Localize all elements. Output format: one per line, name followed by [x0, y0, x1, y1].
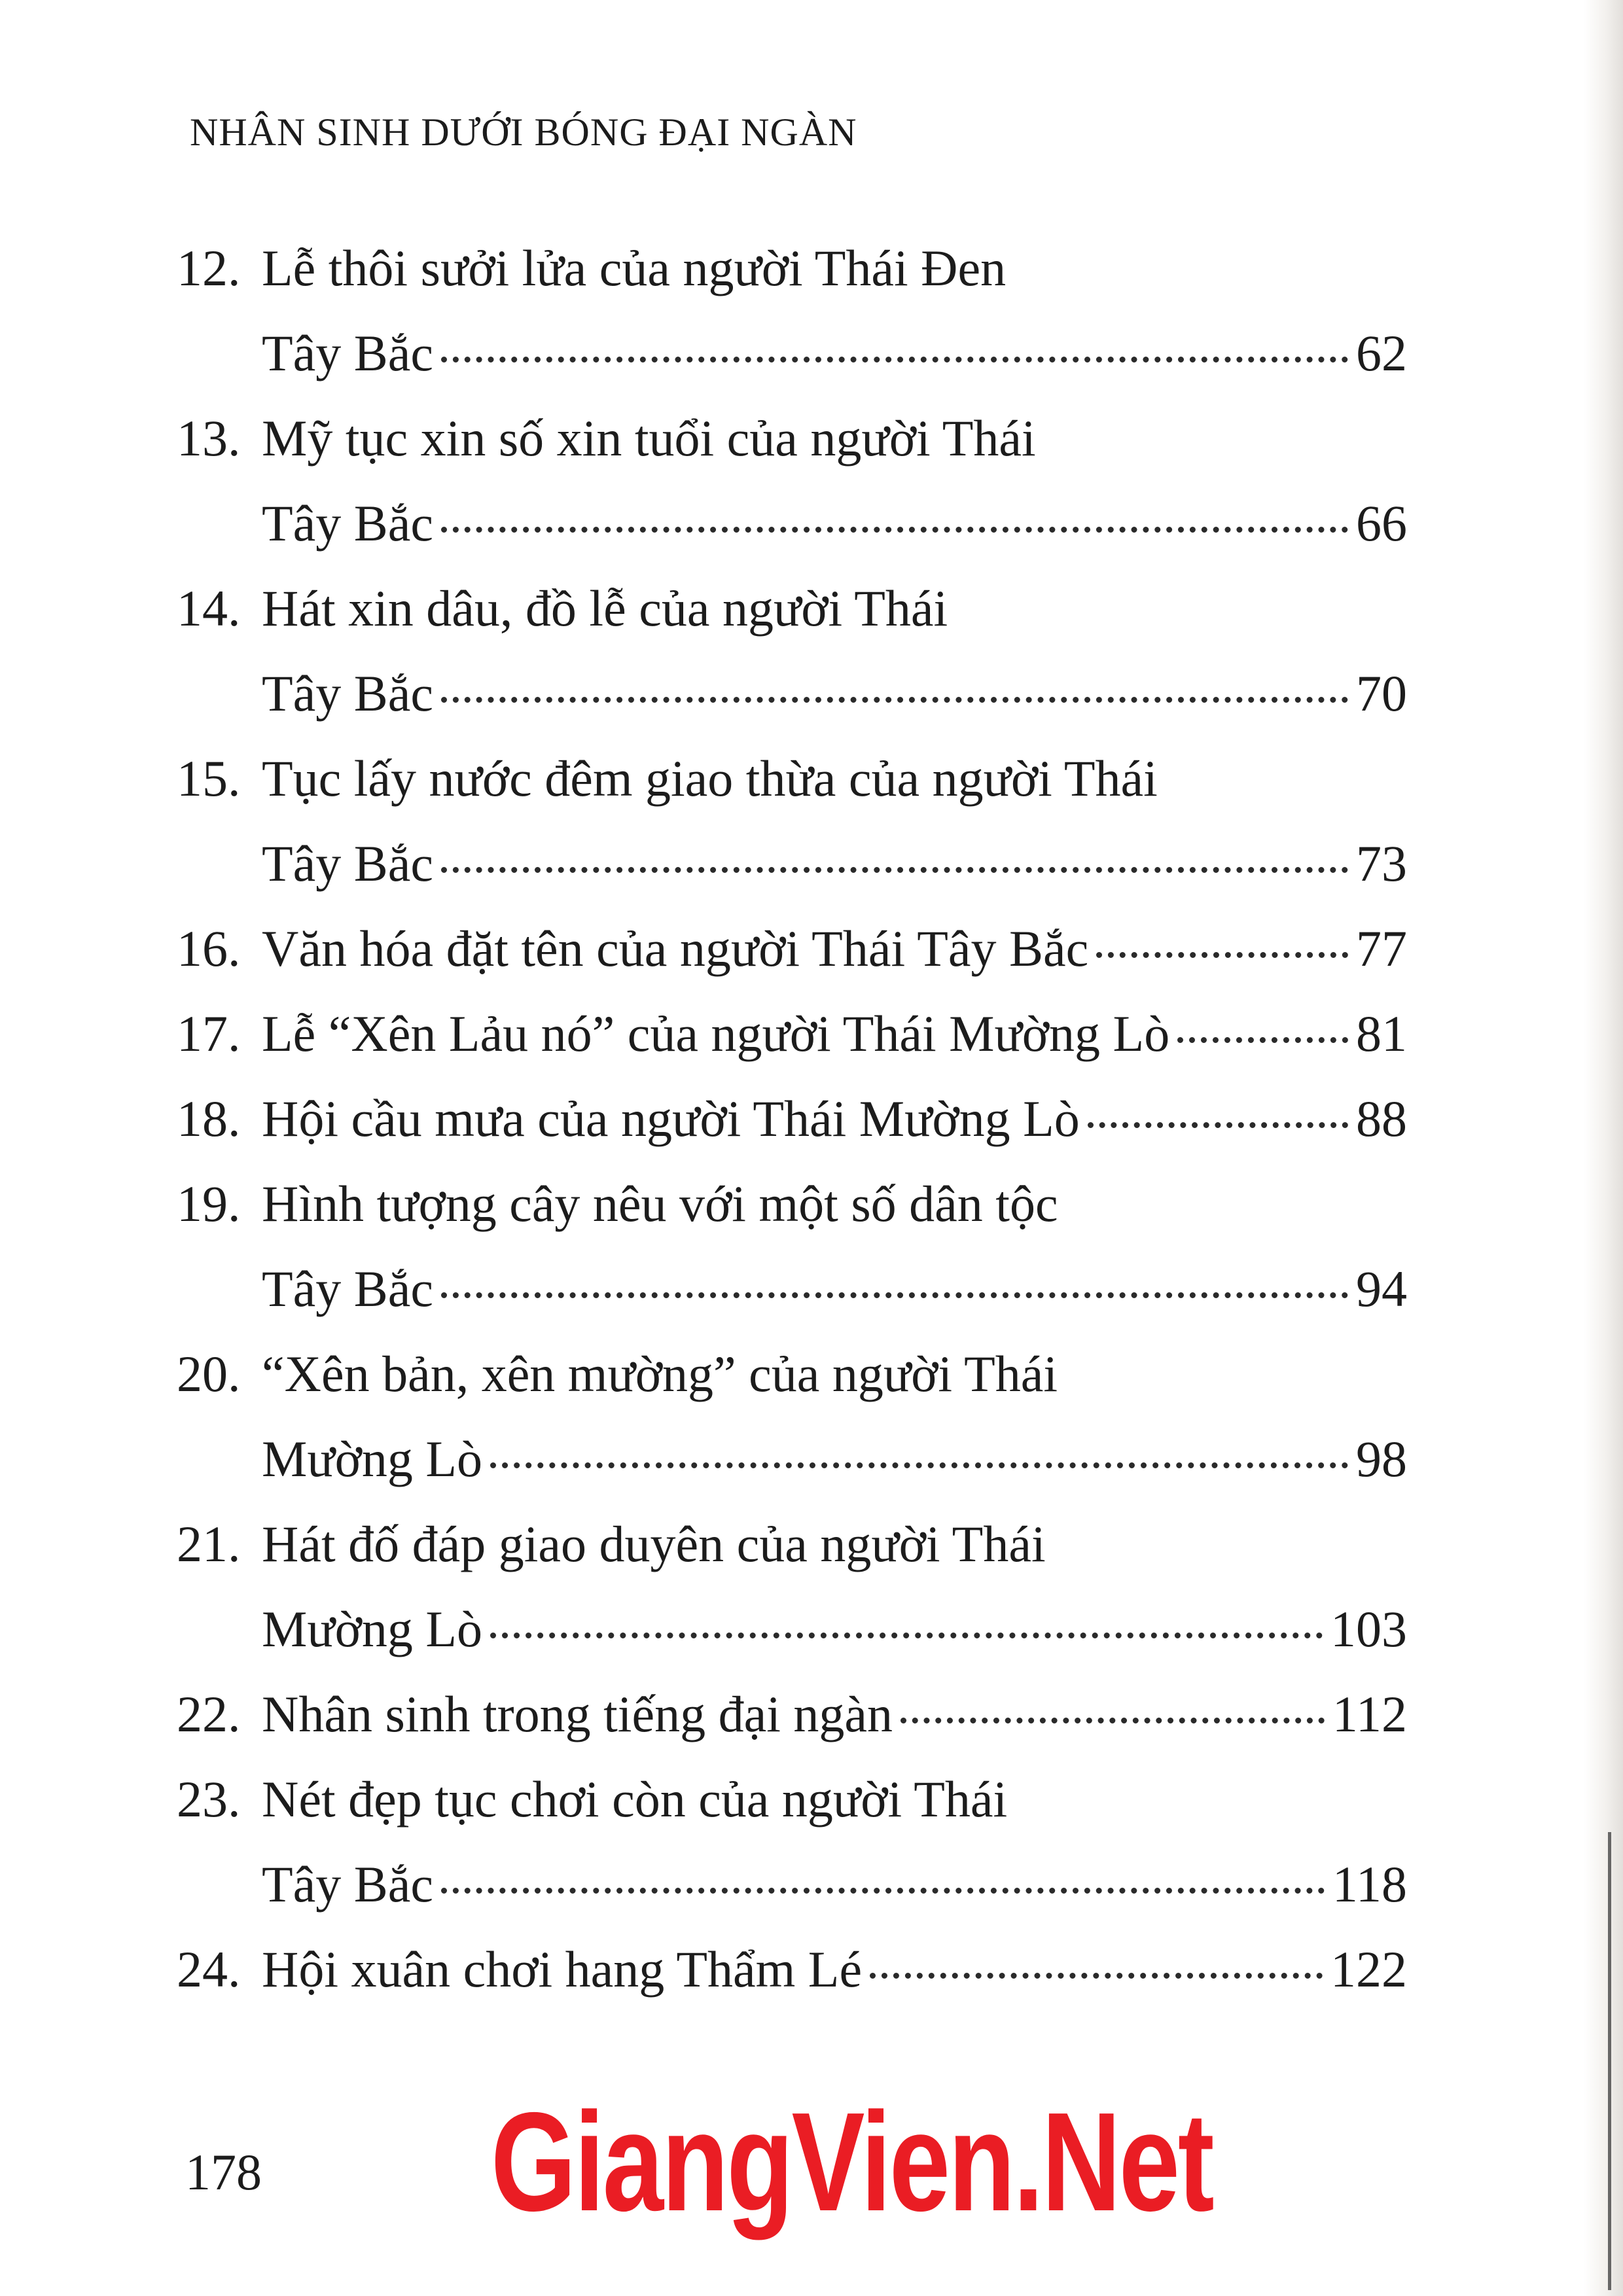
toc-entry-page-number: 118: [1332, 1856, 1407, 1913]
toc-entry-title-continued: Tây Bắc: [262, 1260, 434, 1317]
toc-entry-title: Hình tượng cây nêu với một số dân tộc: [262, 1175, 1058, 1232]
toc-entry-page-number: 94: [1356, 1260, 1407, 1317]
toc-entry-page-number: 73: [1356, 835, 1407, 892]
toc-entry-number: 12.: [177, 239, 241, 296]
table-of-contents: [177, 239, 1407, 2025]
toc-entry[interactable]: [177, 1004, 1407, 1089]
toc-entry[interactable]: [177, 749, 1407, 919]
toc-entry-page-number: 81: [1356, 1005, 1407, 1062]
toc-entry[interactable]: [177, 919, 1407, 1004]
page-edge-mark: [1608, 1832, 1611, 2290]
toc-entry-title-continued: Tây Bắc: [262, 1856, 434, 1913]
toc-entry-page-number: 103: [1330, 1600, 1407, 1657]
dot-leader: [901, 1718, 1325, 1723]
toc-entry-title: Nhân sinh trong tiếng đại ngàn: [262, 1686, 893, 1742]
toc-entry-continuation-line: [177, 1855, 1407, 1940]
toc-entry-continuation-line: [177, 324, 1407, 409]
toc-entry-title: “Xên bản, xên mường” của người Thái: [262, 1345, 1058, 1402]
dot-leader: [490, 1633, 1323, 1638]
toc-entry-number: 16.: [177, 920, 241, 977]
toc-entry-title-line: [177, 239, 1407, 324]
toc-entry-title-continued: Tây Bắc: [262, 835, 434, 892]
toc-entry-page-number: 77: [1356, 920, 1407, 977]
dot-leader: [441, 357, 1348, 362]
toc-entry-continuation-line: [177, 1600, 1407, 1685]
toc-entry-continuation-line: [177, 664, 1407, 749]
toc-entry-title-continued: Tây Bắc: [262, 495, 434, 552]
toc-entry-page-number: 88: [1356, 1090, 1407, 1147]
toc-entry-number: 18.: [177, 1090, 241, 1147]
dot-leader: [441, 697, 1348, 703]
toc-entry-title-continued: Mường Lò: [262, 1430, 483, 1487]
running-header: NHÂN SINH DƯỚI BÓNG ĐẠI NGÀN: [190, 111, 857, 154]
toc-entry-title-line: [177, 1940, 1407, 2025]
toc-entry[interactable]: [177, 579, 1407, 749]
toc-entry-continuation-line: [177, 1260, 1407, 1345]
toc-entry-title: Lễ “Xên Lảu nó” của người Thái Mường Lò: [262, 1005, 1170, 1062]
toc-entry[interactable]: [177, 1515, 1407, 1685]
toc-entry-number: 22.: [177, 1686, 241, 1742]
toc-entry-title-line: [177, 749, 1407, 834]
dot-leader: [441, 1292, 1348, 1298]
toc-entry-title-line: [177, 1004, 1407, 1089]
toc-entry-title: Hát xin dâu, đồ lễ của người Thái: [262, 580, 948, 637]
toc-entry-title: Hát đố đáp giao duyên của người Thái: [262, 1515, 1046, 1572]
toc-entry-page-number: 98: [1356, 1430, 1407, 1487]
toc-entry-title-line: [177, 409, 1407, 494]
dot-leader: [441, 1888, 1325, 1894]
toc-entry-title-line: [177, 1770, 1407, 1855]
dot-leader: [870, 1973, 1323, 1979]
toc-entry-number: 23.: [177, 1771, 241, 1828]
toc-entry-number: 24.: [177, 1941, 241, 1998]
toc-entry-continuation-line: [177, 494, 1407, 579]
toc-entry-title-line: [177, 1174, 1407, 1260]
toc-entry-number: 20.: [177, 1345, 241, 1402]
toc-entry-number: 21.: [177, 1515, 241, 1572]
toc-entry-title-line: [177, 1515, 1407, 1600]
toc-entry-page-number: 62: [1356, 325, 1407, 381]
toc-entry-title-line: [177, 1345, 1407, 1430]
toc-entry-number: 19.: [177, 1175, 241, 1232]
toc-entry[interactable]: [177, 1174, 1407, 1345]
toc-entry-page-number: 112: [1332, 1686, 1407, 1742]
toc-entry-title-line: [177, 579, 1407, 664]
toc-entry-title: Lễ thôi sưởi lửa của người Thái Đen: [262, 239, 1007, 296]
toc-entry-title: Hội xuân chơi hang Thẩm Lé: [262, 1941, 863, 1998]
toc-entry-title: Văn hóa đặt tên của người Thái Tây Bắc: [262, 920, 1089, 977]
toc-entry-title-line: [177, 1089, 1407, 1174]
toc-entry-page-number: 66: [1356, 495, 1407, 552]
toc-entry-number: 17.: [177, 1005, 241, 1062]
dot-leader: [490, 1462, 1348, 1468]
toc-entry[interactable]: [177, 1345, 1407, 1515]
toc-entry[interactable]: [177, 1940, 1407, 2025]
toc-entry-title: Mỹ tục xin số xin tuổi của người Thái: [262, 410, 1036, 467]
page-number: 178: [185, 2144, 262, 2200]
toc-entry-title-line: [177, 1685, 1407, 1770]
toc-entry-title-line: [177, 919, 1407, 1004]
toc-entry-number: 15.: [177, 750, 241, 807]
toc-entry-title-continued: Mường Lò: [262, 1600, 483, 1657]
dot-leader: [1177, 1037, 1348, 1043]
toc-entry-number: 13.: [177, 410, 241, 467]
dot-leader: [441, 867, 1348, 873]
toc-entry-page-number: 70: [1356, 665, 1407, 722]
toc-entry-continuation-line: [177, 834, 1407, 919]
toc-entry-title-continued: Tây Bắc: [262, 665, 434, 722]
toc-entry-title: Hội cầu mưa của người Thái Mường Lò: [262, 1090, 1080, 1147]
toc-entry[interactable]: [177, 1770, 1407, 1940]
toc-entry-title: Tục lấy nước đêm giao thừa của người Thái: [262, 750, 1158, 807]
toc-entry-number: 14.: [177, 580, 241, 637]
toc-entry-continuation-line: [177, 1430, 1407, 1515]
toc-entry-title-continued: Tây Bắc: [262, 325, 434, 381]
toc-entry[interactable]: [177, 1685, 1407, 1770]
dot-leader: [1096, 952, 1348, 958]
toc-entry-page-number: 122: [1330, 1941, 1407, 1998]
toc-entry[interactable]: [177, 409, 1407, 579]
toc-entry[interactable]: [177, 1089, 1407, 1174]
toc-entry[interactable]: [177, 239, 1407, 409]
page-edge-shadow: [1584, 0, 1623, 2296]
dot-leader: [1088, 1122, 1348, 1128]
toc-entry-title: Nét đẹp tục chơi còn của người Thái: [262, 1771, 1008, 1828]
watermark-logo: GiangVien.Net: [491, 2083, 1213, 2240]
dot-leader: [441, 527, 1348, 533]
